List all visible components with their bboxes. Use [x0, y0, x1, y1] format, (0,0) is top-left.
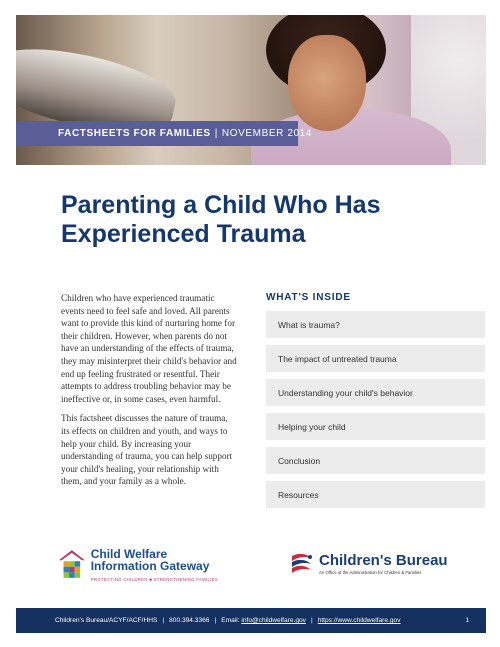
inside-item-behavior[interactable]: Understanding your child's behavior	[266, 379, 485, 406]
childrens-bureau-name: Children's Bureau	[319, 552, 448, 569]
footer-email-label: Email:	[221, 617, 240, 624]
inside-item-resources[interactable]: Resources	[266, 481, 485, 508]
footer-separator: |	[310, 617, 313, 624]
inside-item-helping[interactable]: Helping your child	[266, 413, 485, 440]
footer-phone: 800.394.3366	[169, 617, 210, 624]
intro-text	[61, 292, 237, 495]
series-banner	[16, 121, 312, 146]
photo-child-face	[288, 35, 366, 131]
inside-item-what-is-trauma[interactable]: What is trauma?	[266, 311, 485, 338]
house-blocks-icon	[58, 548, 86, 580]
footer-separator: |	[214, 617, 217, 624]
cwig-name-line2: Information Gateway	[90, 559, 210, 573]
inside-item-conclusion[interactable]: Conclusion	[266, 447, 485, 474]
page-number: 1	[465, 617, 469, 624]
cwig-logo	[58, 548, 218, 586]
inside-item-impact[interactable]: The impact of untreated trauma	[266, 345, 485, 372]
childrens-bureau-wordmark	[319, 552, 448, 575]
childrens-bureau-logo	[289, 552, 449, 584]
footer-email-link[interactable]: info@childwelfare.gov	[241, 617, 306, 624]
intro-paragraph: This factsheet discusses the nature of trauma, its effects on children and youth, and ways to help your child. By increasing your understanding of trauma, you can help support your child's healing, your relationship with them, and your family as a whole.	[61, 413, 233, 487]
intro-paragraph: Children who have experienced traumatic events need to feel safe and loved. All parents want to provide this kind of nurturing home for their children. However, when parents do not have an understanding of the effects of trauma, they may misinterpret their child's behavior and end up feeling frustrated or resentful. Their attempts to address troubling behavior may be ineffective or, in some cases, even harmful.	[61, 293, 237, 404]
series-name: FACTSHEETS FOR FAMILIES	[58, 128, 211, 139]
footer-separator: |	[162, 617, 165, 624]
cwig-name-line1: Child Welfare	[90, 547, 168, 561]
cwig-tagline: PROTECTING CHILDREN ■ STRENGTHENING FAMILIES	[90, 577, 218, 582]
whats-inside-list	[266, 311, 485, 515]
footer-org: Children's Bureau/ACYF/ACF/HHS	[55, 617, 158, 624]
footer-bar	[16, 608, 486, 633]
childrens-bureau-emblem-icon	[289, 552, 315, 576]
whats-inside-heading: WHAT'S INSIDE	[266, 292, 351, 303]
cwig-wordmark	[91, 548, 218, 586]
series-date: NOVEMBER 2014	[221, 128, 312, 139]
page-title: Parenting a Child Who Has Experienced Trauma	[61, 191, 381, 248]
footer-website-link[interactable]: https://www.childwelfare.gov	[317, 617, 401, 624]
banner-separator: |	[214, 128, 218, 139]
childrens-bureau-tagline: An Office of the Administration for Children & Families	[319, 570, 422, 575]
